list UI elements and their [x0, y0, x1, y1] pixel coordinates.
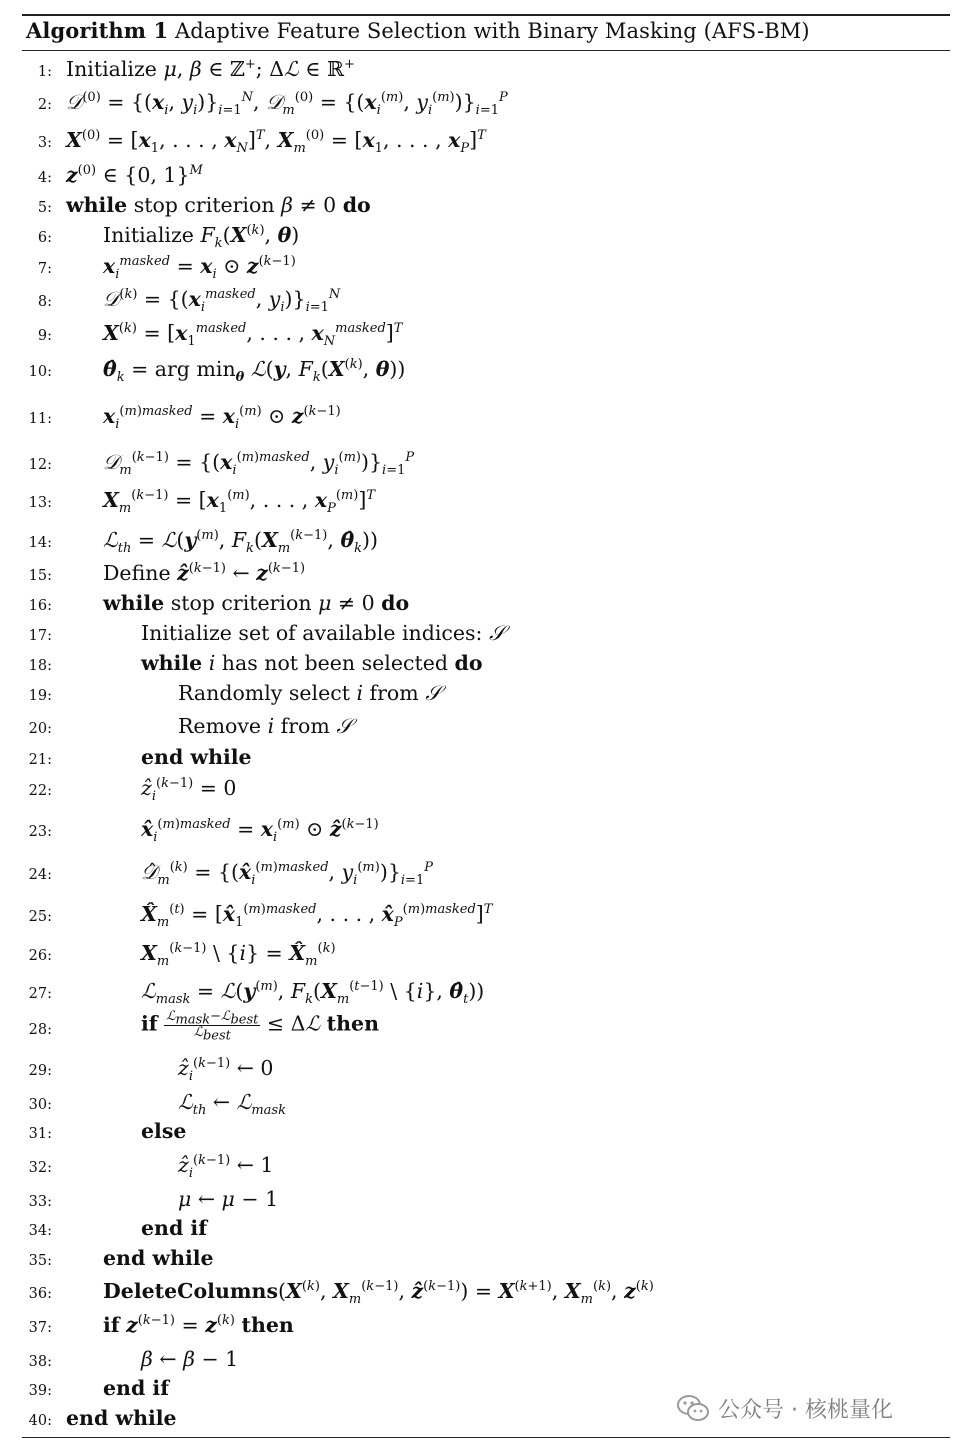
line-code: if $z^{(k-1)} = z^{(k)}$ then — [103, 1313, 294, 1338]
line-number: 26: — [28, 948, 52, 964]
line-number: 5: — [37, 200, 52, 216]
line-code: $\thetâ_k$ = arg $\min_\theta$ ℒ(y, $F_k(X^{(k)}$, θ)) — [103, 357, 406, 386]
algorithm-line — [0, 350, 963, 384]
algorithm-line — [0, 280, 963, 314]
algorithm-line — [0, 1239, 963, 1273]
line-number: 31: — [28, 1126, 52, 1142]
algorithm-line — [0, 121, 963, 155]
line-code: end while — [66, 1406, 177, 1431]
line-code: Define ẑ$^{(k-1)}$ ← $z^{(k-1)}$ — [103, 561, 306, 586]
line-number: 35: — [28, 1253, 52, 1269]
line-code: if ℒ$_{mask}$−ℒ$_{best}$ ℒ$_{best}$ ≤ Δℒ then — [141, 1009, 379, 1044]
algorithm-line — [0, 443, 963, 477]
line-code: μ ← μ − 1 — [178, 1187, 279, 1212]
line-number: 34: — [28, 1223, 52, 1239]
wechat-icon — [676, 1393, 710, 1423]
line-number: 8: — [37, 294, 52, 310]
line-code: end while — [103, 1246, 214, 1271]
line-code: end while — [141, 745, 252, 770]
line-number: 10: — [28, 364, 52, 380]
line-number: 23: — [28, 824, 52, 840]
line-number: 33: — [28, 1194, 52, 1210]
line-code: $x_i^{masked} = x_i$ ⊙ $z^{(k-1)}$ — [103, 254, 296, 283]
line-number: 39: — [28, 1383, 52, 1399]
line-code: Initialize μ, β ∈ ℤ+; Δℒ ∈ ℝ+ — [66, 57, 355, 82]
line-code: else — [141, 1119, 187, 1144]
algorithm-caption — [26, 18, 810, 43]
line-code: ℒ$_{th}$ ← ℒ$_{mask}$ — [178, 1090, 286, 1119]
line-number: 18: — [28, 658, 52, 674]
line-number: 2: — [37, 97, 52, 113]
line-number: 25: — [28, 909, 52, 925]
line-number: 3: — [37, 135, 52, 151]
line-number: 30: — [28, 1097, 52, 1113]
line-number: 4: — [37, 170, 52, 186]
line-number: 11: — [28, 411, 52, 427]
line-code: Remove i from 𝒮 — [178, 714, 353, 739]
algorithm-line — [0, 644, 963, 678]
line-number: 28: — [28, 1022, 52, 1038]
line-code: 𝒟$^{(k)}$ = {($x_i^{masked}$, $y_i)\}_{i=1}^N$ — [103, 287, 341, 316]
algorithm-line — [0, 247, 963, 281]
line-code: $x_i^{(m)masked} = x_i^{(m)}$ ⊙ $z^{(k-1)}$ — [103, 404, 341, 433]
line-number: 37: — [28, 1320, 52, 1336]
line-number: 7: — [37, 261, 52, 277]
algorithm-line — [0, 1272, 963, 1306]
line-code: ẑ$_i^{(k-1)}$ ← 1 — [178, 1153, 274, 1182]
line-code: $X_m^{(k-1)} = [x_1^{(m)}$, . . . , $x_P^{(m)}]^T$ — [103, 488, 375, 517]
line-number: 9: — [37, 328, 52, 344]
algorithm-line — [0, 810, 963, 844]
line-number: 16: — [28, 598, 52, 614]
algorithm-line — [0, 1112, 963, 1146]
line-code: while i has not been selected do — [141, 651, 483, 676]
algorithm-line — [0, 50, 963, 84]
line-code: while stop criterion β ≠ 0 do — [66, 193, 371, 218]
algorithm-line — [0, 156, 963, 190]
algorithm-line — [0, 314, 963, 348]
algorithm-line — [0, 397, 963, 431]
algorithm-line — [0, 1049, 963, 1083]
line-number: 15: — [28, 568, 52, 584]
line-code: ℒ$_{th}$ = $ℒ(y^{(m)}$, $F_k(X_m^{(k-1)}$, $\thetâ_k$)) — [103, 528, 379, 557]
line-number: 21: — [28, 752, 52, 768]
algorithm-line — [0, 674, 963, 708]
line-number: 36: — [28, 1286, 52, 1302]
algorithm-line — [0, 481, 963, 515]
line-code: Randomly select i from 𝒮 — [178, 681, 442, 706]
line-number: 19: — [28, 688, 52, 704]
line-code: ẑ$_i^{(k-1)}$ ← 0 — [178, 1056, 274, 1085]
line-number: 32: — [28, 1160, 52, 1176]
line-code: $X^{(0)} = [x_1$, . . . , $x_N]^T$, $X_m^{(0)} = [x_1$, . . . , $x_P]^T$ — [66, 128, 486, 157]
bottom-rule — [22, 1437, 950, 1438]
line-number: 38: — [28, 1354, 52, 1370]
line-number: 6: — [37, 230, 52, 246]
algorithm-line — [0, 1306, 963, 1340]
algorithm-line — [0, 972, 963, 1006]
line-number: 13: — [28, 495, 52, 511]
algorithm-line — [0, 186, 963, 220]
line-code: $X^{(k)} = [x_1^{masked}$, . . . , $x_N^{masked}]^T$ — [103, 321, 403, 350]
line-code: ℒ$_{mask}$ = $ℒ(y^{(m)}$, $F_k(X_m^{(t-1)}$ \ {i}, $\thetâ_t$)) — [141, 979, 485, 1008]
algorithm-line — [0, 83, 963, 117]
algorithm-line — [0, 554, 963, 588]
line-code: $z^{(0)}$ ∈ {0, 1}$^M$ — [66, 163, 203, 188]
algorithm-line — [0, 769, 963, 803]
line-code: while stop criterion μ ≠ 0 do — [103, 591, 410, 616]
line-number: 22: — [28, 783, 52, 799]
algorithm-line — [0, 707, 963, 741]
line-code: β ← β − 1 — [141, 1347, 239, 1372]
algorithm-line — [0, 1008, 963, 1042]
top-rule — [22, 14, 950, 16]
algorithm-title: Adaptive Feature Selection with Binary Masking (AFS-BM) — [175, 19, 810, 43]
line-number: 14: — [28, 535, 52, 551]
line-number: 29: — [28, 1063, 52, 1079]
line-code: $X̂_m^{(t)}$ = [$x̂_1^{(m)masked}$, . . . , $x̂_P^{(m)masked}]^T$ — [141, 902, 493, 931]
algorithm-line — [0, 738, 963, 772]
line-code: ẑ$_i^{(k-1)}$ = 0 — [141, 776, 237, 805]
line-code: 𝒟$^{(0)}$ = {($x_i$, $y_i)\}_{i=1}^N$, 𝒟$_m^{(0)}$ = {($x_i^{(m)}$, $y_i^{(m)})\}_{i=1}^P$ — [66, 90, 508, 119]
algorithm-line — [0, 521, 963, 555]
line-number: 1: — [37, 64, 52, 80]
watermark-text: 公众号 · 核桃量化 — [718, 1397, 893, 1423]
line-number: 20: — [28, 721, 52, 737]
algorithm-label: Algorithm 1 — [26, 18, 169, 43]
algorithm-line — [0, 216, 963, 250]
line-number: 24: — [28, 867, 52, 883]
line-number: 12: — [28, 457, 52, 473]
line-number: 27: — [28, 986, 52, 1002]
algorithm-line — [0, 1146, 963, 1180]
algorithm-line — [0, 934, 963, 968]
line-number: 40: — [28, 1413, 52, 1429]
algorithm-line — [0, 584, 963, 618]
watermark — [676, 1390, 893, 1426]
algorithm-line — [0, 895, 963, 929]
line-code: $X_m^{(k-1)}$ \ $\{i\} = X̂_m^{(k)}$ — [141, 941, 336, 970]
line-code: 𝒟$_m^{(k-1)}$ = {($x_i^{(m)masked}$, $y_i^{(m)})\}_{i=1}^P$ — [103, 450, 415, 479]
line-code: Initialize set of available indices: 𝒮 — [141, 621, 505, 646]
line-number: 17: — [28, 628, 52, 644]
line-code: 𝒟$_m^{(k)}$ = {($x̂_i^{(m)masked}$, $y_i^{(m)})\}_{i=1}^P$ — [141, 860, 433, 889]
algorithm-line — [0, 853, 963, 887]
algorithm-line — [0, 1209, 963, 1243]
algorithm-line — [0, 614, 963, 648]
line-code: Initialize $F_k(X^{(k)}$, θ) — [103, 223, 300, 252]
line-code: $x̂_i^{(m)masked} = x_i^{(m)}$ ⊙ ẑ$^{(k-1)}$ — [141, 817, 379, 846]
line-code: $DeleteColumns(X^{(k)}$, $X_m^{(k-1)}$, ẑ$^{(k-1)}$) = $X^{(k+1)}$, $X_m^{(k)}$, $z^{(k)}$ — [103, 1279, 654, 1308]
line-code: end if — [103, 1376, 170, 1401]
line-code: end if — [141, 1216, 208, 1241]
